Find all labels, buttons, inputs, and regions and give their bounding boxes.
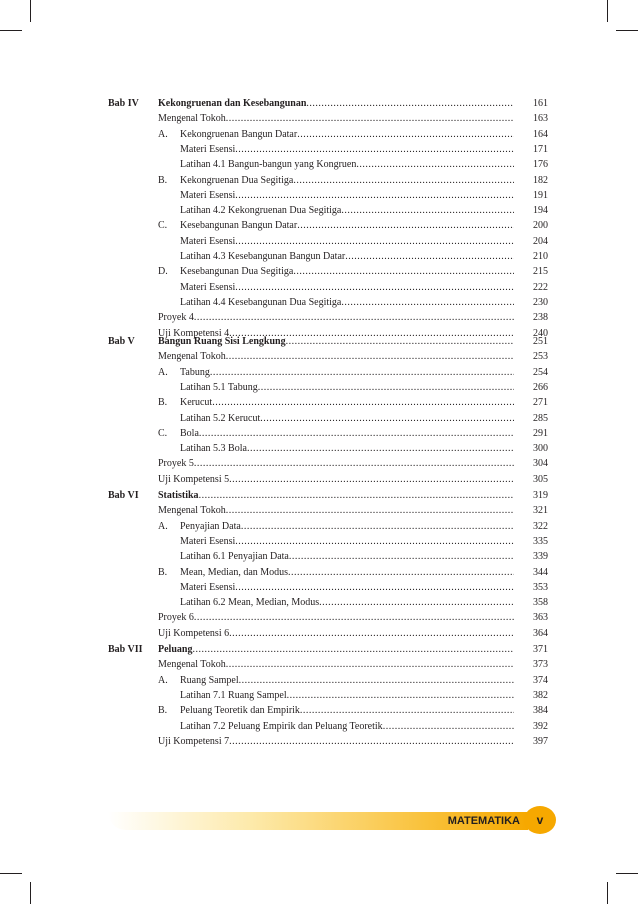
toc-page-number: 319 [533, 490, 548, 501]
toc-page-number: 285 [533, 412, 548, 424]
toc-page-number: 176 [533, 159, 548, 171]
dot-leader [297, 128, 514, 142]
toc-page-number: 240 [533, 327, 548, 339]
chapter-label: Bab VII [108, 644, 143, 655]
toc-page-number: 200 [533, 220, 548, 232]
dot-leader [239, 674, 514, 688]
toc-entry-label: D. [158, 266, 168, 278]
toc-entry-label: C. [158, 427, 168, 439]
toc-entry-label: A. [158, 520, 168, 532]
toc-entry-title: Materi Esensi [180, 235, 236, 247]
dot-leader [300, 704, 514, 718]
toc-entry-title: Kekongruenan Dua Segitiga [180, 174, 294, 186]
toc-entry-title: Mengenal Tokoh [158, 351, 226, 363]
toc-entry[interactable] [158, 427, 514, 441]
dot-leader [289, 550, 514, 564]
toc-entry[interactable] [158, 643, 514, 657]
toc-entry[interactable] [158, 627, 514, 641]
dot-leader [341, 296, 514, 310]
toc-page-number: 373 [533, 659, 548, 671]
toc-entry-label: B. [158, 174, 168, 186]
toc-page-number: 161 [533, 98, 548, 109]
toc-entry[interactable] [180, 381, 514, 395]
toc-entry-label: A. [158, 366, 168, 378]
toc-page-number: 230 [533, 296, 548, 308]
dot-leader [235, 581, 514, 595]
dot-leader [212, 396, 514, 410]
toc-page-number: 321 [533, 505, 548, 517]
toc-entry-title: Kekongruenan dan Kesebangunan [158, 98, 307, 109]
toc-entry-title: Proyek 4 [158, 312, 194, 324]
crop-mark [616, 873, 638, 874]
chapter-label: Bab V [108, 336, 135, 347]
toc-entry[interactable] [158, 335, 514, 349]
toc-entry[interactable] [180, 296, 514, 310]
toc-entry[interactable] [158, 674, 514, 688]
toc-entry-title: Mengenal Tokoh [158, 113, 226, 125]
toc-entry-title: Latihan 7.2 Peluang Empirik dan Peluang Teoretik [180, 720, 383, 732]
dot-leader [247, 442, 514, 456]
dot-leader [383, 720, 514, 734]
toc-entry-title: Materi Esensi [180, 143, 236, 155]
toc-entry-title: Penyajian Data [180, 520, 241, 532]
toc-page-number: 222 [533, 281, 548, 293]
toc-entry[interactable] [158, 704, 514, 718]
dot-leader [199, 427, 514, 441]
dot-leader [286, 335, 514, 349]
toc-entry-title: Mean, Median, dan Modus [180, 566, 289, 578]
toc-entry-title: Latihan 5.3 Bola [180, 443, 247, 455]
toc-page-number: 371 [533, 644, 548, 655]
toc-entry-label: A. [158, 128, 168, 140]
toc-page-number: 397 [533, 735, 548, 747]
toc-page-number: 253 [533, 351, 548, 363]
toc-entry-title: Peluang Teoretik dan Empirik [180, 705, 300, 717]
dot-leader [194, 611, 514, 625]
dot-leader [341, 204, 514, 218]
crop-mark [607, 882, 608, 904]
toc-entry[interactable] [158, 396, 514, 410]
dot-leader [345, 250, 514, 264]
toc-entry[interactable] [158, 366, 514, 380]
dot-leader [306, 97, 514, 111]
toc-entry-title: Mengenal Tokoh [158, 505, 226, 517]
toc-page-number: 392 [533, 720, 548, 732]
toc-entry-title: Uji Kompetensi 6 [158, 627, 230, 639]
toc-entry-title: Kekongruenan Bangun Datar [180, 128, 298, 140]
dot-leader [226, 350, 514, 364]
toc-entry-label: A. [158, 674, 168, 686]
toc-entry[interactable] [158, 128, 514, 142]
dot-leader [235, 281, 514, 295]
dot-leader [235, 143, 514, 157]
toc-entry-title: Materi Esensi [180, 281, 236, 293]
toc-entry-title: Proyek 6 [158, 612, 194, 624]
toc-page-number: 335 [533, 535, 548, 547]
toc-entry-title: Materi Esensi [180, 535, 236, 547]
dot-leader [319, 596, 514, 610]
toc-page-number: 171 [533, 143, 548, 155]
toc-entry[interactable] [180, 250, 514, 264]
toc-page-number: 251 [533, 336, 548, 347]
toc-entry[interactable] [158, 611, 514, 625]
toc-entry-label: B. [158, 566, 168, 578]
toc-entry-title: Uji Kompetensi 7 [158, 735, 230, 747]
toc-entry-title: Materi Esensi [180, 581, 236, 593]
dot-leader [226, 658, 514, 672]
dot-leader [287, 689, 514, 703]
toc-page-number: 238 [533, 312, 548, 324]
toc-page-number: 344 [533, 566, 548, 578]
toc-page-number: 353 [533, 581, 548, 593]
toc-page-number: 266 [533, 381, 548, 393]
toc-page-number: 384 [533, 705, 548, 717]
toc-entry[interactable] [158, 489, 514, 503]
toc-page-number: 304 [533, 458, 548, 470]
toc-entry-title: Statistika [158, 490, 199, 501]
dot-leader [293, 174, 514, 188]
toc-page-number: 194 [533, 205, 548, 217]
toc-entry-title: Latihan 5.1 Tabung [180, 381, 258, 393]
dot-leader [258, 381, 514, 395]
toc-page-number: 322 [533, 520, 548, 532]
dot-leader [229, 627, 514, 641]
dot-leader [210, 366, 514, 380]
toc-entry-title: Latihan 6.1 Penyajian Data [180, 551, 289, 563]
toc-entry-title: Uji Kompetensi 5 [158, 473, 230, 485]
toc-page-number: 215 [533, 266, 548, 278]
dot-leader [235, 235, 514, 249]
toc-entry-title: Uji Kompetensi 4 [158, 327, 230, 339]
toc-entry[interactable] [158, 350, 514, 364]
dot-leader [241, 520, 514, 534]
toc-entry-title: Latihan 6.2 Mean, Median, Modus [180, 597, 320, 609]
dot-leader [235, 189, 514, 203]
toc-entry-label: B. [158, 705, 168, 717]
toc-entry-title: Peluang [158, 644, 193, 655]
toc-entry-title: Bangun Ruang Sisi Lengkung [158, 336, 286, 347]
toc-page-number: 339 [533, 551, 548, 563]
toc-entry[interactable] [158, 504, 514, 518]
crop-mark [0, 873, 22, 874]
crop-mark [30, 882, 31, 904]
toc-entry[interactable] [158, 219, 514, 233]
toc-entry[interactable] [158, 658, 514, 672]
toc-entry[interactable] [158, 265, 514, 279]
toc-entry-title: Tabung [180, 366, 210, 378]
dot-leader [192, 643, 514, 657]
dot-leader [356, 158, 514, 172]
toc-entry[interactable] [158, 520, 514, 534]
toc-entry-title: Proyek 5 [158, 458, 194, 470]
toc-page-number: 358 [533, 597, 548, 609]
crop-mark [0, 30, 22, 31]
dot-leader [226, 504, 514, 518]
toc-entry-title: Latihan 4.3 Kesebangunan Bangun Datar [180, 251, 346, 262]
toc-entry[interactable] [180, 412, 514, 426]
toc-entry-title: Kerucut [180, 397, 213, 409]
toc-entry[interactable] [180, 143, 514, 157]
toc-page-number: 210 [533, 251, 548, 262]
footer-subject: MATEMATIKA [447, 815, 520, 827]
toc-page-number: 271 [533, 397, 548, 409]
toc-page-number: 204 [533, 235, 548, 247]
toc-entry[interactable] [180, 204, 514, 218]
toc-entry[interactable] [180, 158, 514, 172]
toc-entry-title: Materi Esensi [180, 189, 236, 201]
toc-entry[interactable] [158, 566, 514, 580]
toc-entry[interactable] [180, 281, 514, 295]
toc-page-number: 300 [533, 443, 548, 455]
page-number: v [524, 806, 556, 834]
toc-entry[interactable] [158, 473, 514, 487]
toc-entry[interactable] [180, 235, 514, 249]
crop-mark [616, 30, 638, 31]
toc-entry[interactable] [180, 596, 514, 610]
toc-entry-title: Bola [180, 427, 199, 439]
dot-leader [194, 311, 514, 325]
toc-entry-title: Kesebangunan Bangun Datar [180, 220, 298, 232]
toc-page-number: 164 [533, 128, 548, 140]
dot-leader [226, 112, 514, 126]
toc-entry-title: Ruang Sampel [180, 674, 239, 686]
toc-entry-label: B. [158, 397, 168, 409]
toc-entry[interactable] [180, 689, 514, 703]
toc-page-number: 191 [533, 189, 548, 201]
toc-page-number: 163 [533, 113, 548, 125]
toc-entry[interactable] [158, 457, 514, 471]
toc-entry[interactable] [158, 97, 514, 111]
dot-leader [260, 412, 514, 426]
chapter-label: Bab VI [108, 490, 139, 501]
toc-entry-title: Latihan 4.4 Kesebangunan Dua Segitiga [180, 296, 342, 308]
toc-page-number: 305 [533, 473, 548, 485]
toc-entry-title: Latihan 5.2 Kerucut [180, 412, 261, 424]
dot-leader [235, 535, 514, 549]
toc-entry[interactable] [180, 581, 514, 595]
toc-entry[interactable] [180, 189, 514, 203]
toc-entry-title: Latihan 4.1 Bangun-bangun yang Kongruen [180, 159, 357, 171]
toc-entry[interactable] [180, 720, 514, 734]
toc-entry-title: Latihan 4.2 Kekongruenan Dua Segitiga [180, 205, 342, 217]
toc-page-number: 364 [533, 627, 548, 639]
toc-page-number: 374 [533, 674, 548, 686]
crop-mark [30, 0, 31, 22]
toc-entry[interactable] [180, 442, 514, 456]
dot-leader [229, 473, 514, 487]
dot-leader [288, 566, 514, 580]
chapter-label: Bab IV [108, 98, 139, 109]
dot-leader [229, 735, 514, 749]
toc-entry[interactable] [158, 311, 514, 325]
toc-entry[interactable] [180, 550, 514, 564]
toc-entry[interactable] [158, 174, 514, 188]
toc-page-number: 291 [533, 427, 548, 439]
dot-leader [194, 457, 514, 471]
toc-entry-title: Mengenal Tokoh [158, 659, 226, 671]
toc-page-number: 254 [533, 366, 548, 378]
dot-leader [297, 219, 514, 233]
dot-leader [293, 265, 514, 279]
toc-page-number: 182 [533, 174, 548, 186]
toc-page-number: 363 [533, 612, 548, 624]
toc-entry[interactable] [158, 112, 514, 126]
toc-entry-title: Latihan 7.1 Ruang Sampel [180, 689, 287, 701]
toc-entry-label: C. [158, 220, 168, 232]
toc-entry[interactable] [158, 735, 514, 749]
toc-entry[interactable] [180, 535, 514, 549]
crop-mark [607, 0, 608, 22]
toc-entry-title: Kesebangunan Dua Segitiga [180, 266, 294, 278]
toc-page-number: 382 [533, 689, 548, 701]
dot-leader [199, 489, 514, 503]
